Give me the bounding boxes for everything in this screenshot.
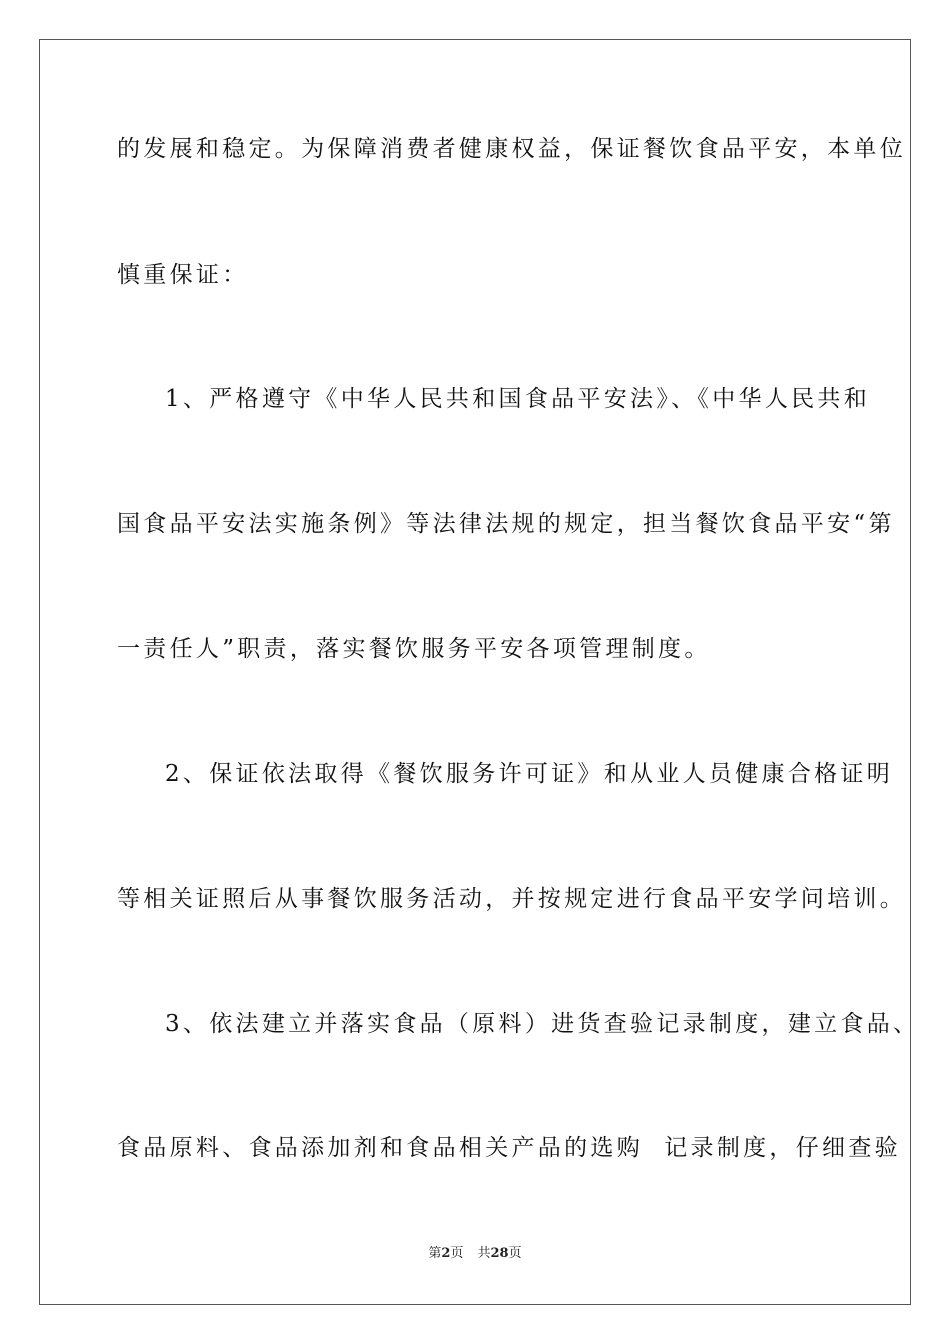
body-line-3: 1、严格遵守《中华人民共和国食品平安法》、《中华人民共和: [165, 386, 871, 412]
footer-page-number: 2: [441, 1246, 451, 1261]
footer-total-prefix: 共: [477, 1246, 491, 1261]
footer-page-prefix: 第: [428, 1246, 442, 1261]
body-line-9: 食品原料、食品添加剂和食品相关产品的选购 记录制度，仔细查验: [117, 1135, 901, 1161]
footer-total-suffix: 页: [508, 1246, 522, 1261]
footer-page-suffix: 页: [450, 1246, 464, 1261]
page-footer: [0, 1246, 950, 1262]
body-line-6: 2、保证依法取得《餐饮服务许可证》和从业人员健康合格证明: [165, 761, 894, 787]
body-line-4: 国食品平安法实施条例》等法律法规的规定，担当餐饮食品平安“第: [117, 511, 895, 537]
body-line-7: 等相关证照后从事餐饮服务活动，并按规定进行食品平安学问培训。: [117, 886, 906, 912]
body-line-5: 一责任人”职责，落实餐饮服务平安各项管理制度。: [117, 636, 711, 662]
page-frame: [39, 39, 920, 1305]
body-line-8: 3、依法建立并落实食品（原料）进货查验记录制度，建立食品、: [165, 1011, 920, 1037]
footer-total-pages: 28: [490, 1246, 509, 1261]
body-line-2: 慎重保证：: [117, 262, 249, 288]
body-line-1: 的发展和稳定。为保障消费者健康权益，保证餐饮食品平安，本单位: [117, 136, 906, 162]
